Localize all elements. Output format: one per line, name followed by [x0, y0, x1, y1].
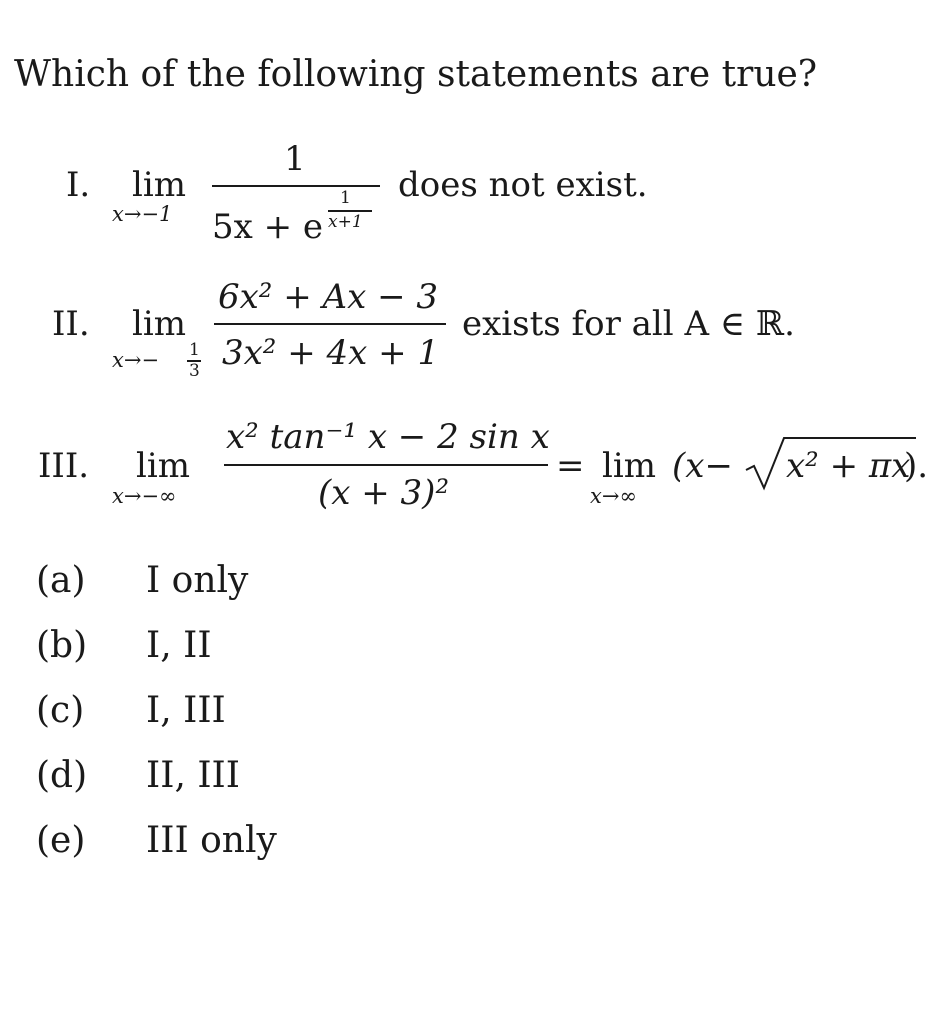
statement-3-equals: = — [556, 446, 585, 486]
statement-1-numeral: I. — [66, 165, 91, 205]
statement-3-rhs-open: (x− — [672, 446, 733, 486]
statement-2-lim-subscript: x→− — [112, 348, 160, 372]
statement-3-fraction-bar — [224, 464, 548, 466]
option-d-text: II, III — [146, 755, 240, 796]
statement-3-rhs-lim: lim — [602, 446, 656, 486]
statement-3-lim: lim — [136, 446, 190, 486]
statement-1-lim-subscript: x→−1 — [112, 202, 173, 226]
statement-1-numerator: 1 — [284, 139, 306, 179]
statement-2-numeral: II. — [52, 304, 90, 344]
option-d-label: (d) — [36, 755, 88, 796]
option-a-text: I only — [146, 560, 249, 601]
option-c-label: (c) — [36, 690, 85, 731]
option-e-label: (e) — [36, 820, 86, 861]
statement-2-fraction-bar — [214, 323, 446, 325]
question-text: Which of the following statements are true? — [14, 54, 818, 95]
statement-1-exponent-denominator: x+1 — [328, 212, 363, 232]
statement-1-fraction-bar — [212, 185, 380, 187]
statement-1-suffix: does not exist. — [398, 165, 648, 205]
option-e-text: III only — [146, 820, 277, 861]
statement-1-exponent-numerator: 1 — [340, 188, 351, 208]
statement-2-suffix: exists for all A ∈ ℝ. — [462, 304, 795, 344]
option-c-text: I, III — [146, 690, 226, 731]
statement-3-numeral: III. — [38, 446, 90, 486]
statement-3-rhs-radicand: x² + πx — [786, 446, 911, 486]
statement-2-numerator: 6x² + Ax − 3 — [218, 277, 439, 317]
statement-3-denominator: (x + 3)² — [318, 473, 450, 513]
option-b-label: (b) — [36, 625, 88, 666]
option-b-text: I, II — [146, 625, 212, 666]
statement-3-lim-subscript: x→−∞ — [112, 484, 177, 508]
statement-1-lim: lim — [132, 165, 186, 205]
statement-2-lim: lim — [132, 304, 186, 344]
statement-2-denominator: 3x² + 4x + 1 — [222, 333, 440, 373]
statement-3-rhs-lim-subscript: x→∞ — [590, 484, 637, 508]
statement-3-numerator: x² tan⁻¹ x − 2 sin x — [226, 417, 550, 457]
statement-3-rhs-close: ). — [904, 446, 929, 486]
option-a-label: (a) — [36, 560, 86, 601]
statement-1-denominator: 5x + e — [212, 207, 324, 247]
statement-2-sub-numerator: 1 — [189, 340, 200, 360]
statement-2-sub-denominator: 3 — [189, 361, 200, 381]
